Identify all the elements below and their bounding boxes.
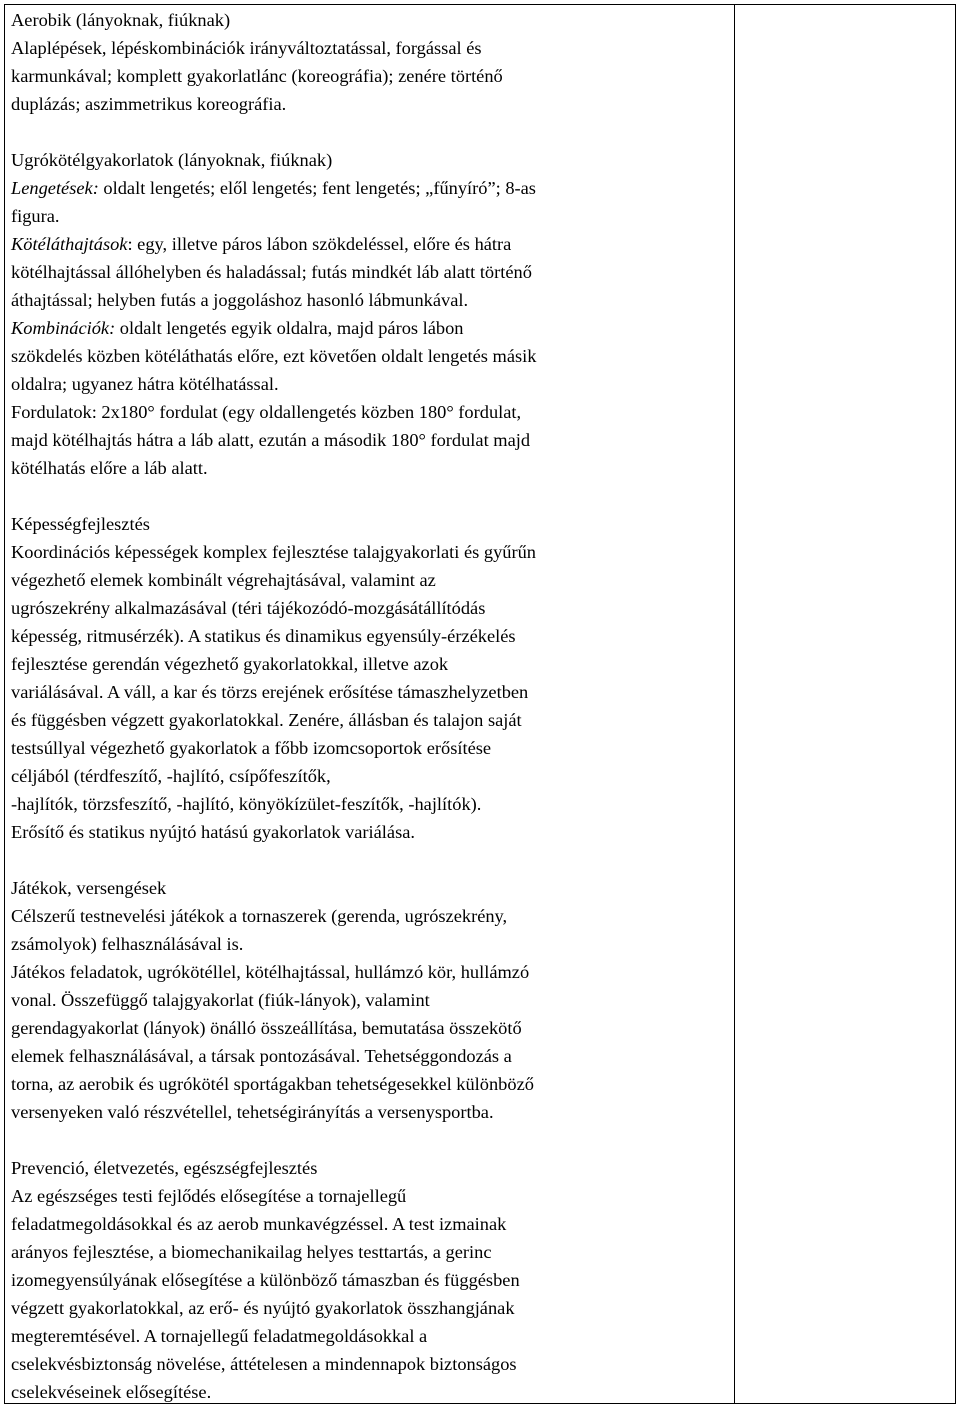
text-line [11, 454, 731, 482]
line-text: fejlesztése gerendán végezhető gyakorlatokkal, illetve azok [11, 654, 449, 674]
text-line [11, 1350, 731, 1378]
italic-term: Kombinációk: [11, 318, 116, 338]
line-text: Képességfejlesztés [11, 514, 150, 534]
text-line [11, 958, 731, 986]
line-text: ugrószekrény alkalmazásával (téri tájékozódó-mozgásátállítódás [11, 598, 486, 618]
text-line [11, 1238, 731, 1266]
text-line [11, 874, 731, 902]
prevencio-section [11, 1154, 731, 1406]
text-line [11, 426, 731, 454]
text-line [11, 986, 731, 1014]
text-line [11, 930, 731, 958]
column-divider [734, 4, 735, 1404]
text-line [11, 202, 731, 230]
line-text: oldalra; ugyanez hátra kötélhatással. [11, 374, 279, 394]
line-text: feladatmegoldásokkal és az aerob munkavégzéssel. A test izmainak [11, 1214, 507, 1234]
line-text: cselekvésbiztonság növelése, áttételesen a mindennapok biztonságos [11, 1354, 517, 1374]
line-text: és függésben végzett gyakorlatokkal. Zenére, állásban és talajon saját [11, 710, 522, 730]
line-text: szökdelés közben kötéláthatás előre, ezt követően oldalt lengetés másik [11, 346, 537, 366]
text-line [11, 370, 731, 398]
text-line [11, 818, 731, 846]
line-text: Célszerű testnevelési játékok a tornaszerek (gerenda, ugrószekrény, [11, 906, 508, 926]
italic-term: Kötéláthajtások [11, 234, 128, 254]
text-line [11, 622, 731, 650]
text-line [11, 650, 731, 678]
line-text: megteremtésével. A tornajellegű feladatmegoldásokkal a [11, 1326, 428, 1346]
line-text: -hajlítók, törzsfeszítő, -hajlító, könyökízület-feszítők, -hajlítók). [11, 794, 482, 814]
text-line [11, 1070, 731, 1098]
text-line [11, 734, 731, 762]
italic-term: Lengetések: [11, 178, 99, 198]
line-text: duplázás; aszimmetrikus koreográfia. [11, 94, 287, 114]
line-text: cselekvéseinek elősegítése. [11, 1382, 212, 1402]
line-text: gerendagyakorlat (lányok) önálló összeállítása, bemutatása összekötő [11, 1018, 522, 1038]
text-line [11, 230, 731, 258]
text-line [11, 62, 731, 90]
line-text: áthajtással; helyben futás a joggoláshoz hasonló lábmunkával. [11, 290, 469, 310]
text-line [11, 566, 731, 594]
line-text: karmunkával; komplett gyakorlatlánc (koreográfia); zenére történő [11, 66, 503, 86]
line-text: Játékok, versengések [11, 878, 167, 898]
line-text: Koordinációs képességek komplex fejlesztése talajgyakorlati és gyűrűn [11, 542, 536, 562]
text-line [11, 678, 731, 706]
text-line [11, 258, 731, 286]
text-line [11, 342, 731, 370]
line-text: kötélhajtással állóhelyben és haladással; futás mindkét láb alatt történő [11, 262, 532, 282]
line-text: vonal. Összefüggő talajgyakorlat (fiúk-lányok), valamint [11, 990, 430, 1010]
text-line [11, 1322, 731, 1350]
text-line [11, 706, 731, 734]
line-text: variálásával. A váll, a kar és törzs erejének erősítése támaszhelyzetben [11, 682, 529, 702]
line-text: : egy, illetve páros lábon szökdeléssel, előre és hátra [127, 234, 512, 254]
line-text: végezhető elemek kombinált végrehajtásával, valamint az [11, 570, 436, 590]
text-line [11, 510, 731, 538]
text-line [11, 762, 731, 790]
text-line [11, 34, 731, 62]
line-text: Prevenció, életvezetés, egészségfejlesztés [11, 1158, 318, 1178]
text-line [11, 1182, 731, 1210]
line-text: arányos fejlesztése, a biomechanikailag helyes testtartás, a gerinc [11, 1242, 492, 1262]
text-line [11, 90, 731, 118]
line-text: testsúllyal végezhető gyakorlatok a főbb izomcsoportok erősítése [11, 738, 492, 758]
text-line [11, 594, 731, 622]
text-line [11, 1014, 731, 1042]
line-text: Erősítő és statikus nyújtó hatású gyakorlatok variálása. [11, 822, 415, 842]
line-text: Aerobik (lányoknak, fiúknak) [11, 10, 231, 30]
content-cell [11, 6, 731, 1406]
line-text: zsámolyok) felhasználásával is. [11, 934, 244, 954]
text-line [11, 286, 731, 314]
line-text: elemek felhasználásával, a társak pontozásával. Tehetséggondozás a [11, 1046, 512, 1066]
line-text: figura. [11, 206, 60, 226]
line-text: oldalt lengetés; elől lengetés; fent lengetés; „fűnyíró”; 8-as [98, 178, 536, 198]
line-text: Az egészséges testi fejlődés elősegítése a tornajellegű [11, 1186, 407, 1206]
line-text: Fordulatok: 2x180° fordulat (egy oldallengetés közben 180° fordulat, [11, 402, 522, 422]
text-line [11, 174, 731, 202]
text-line [11, 1210, 731, 1238]
text-line [11, 1154, 731, 1182]
line-text: Alaplépések, lépéskombinációk irányváltoztatással, forgással és [11, 38, 482, 58]
line-text: végzett gyakorlatokkal, az erő- és nyújtó gyakorlatok összhangjának [11, 1298, 515, 1318]
text-line [11, 1042, 731, 1070]
text-line [11, 398, 731, 426]
jatekok-section [11, 874, 731, 1126]
text-line [11, 6, 731, 34]
line-text: céljából (térdfeszítő, -hajlító, csípőfeszítők, [11, 766, 331, 786]
aerobik-section [11, 6, 731, 118]
text-line [11, 314, 731, 342]
text-line [11, 790, 731, 818]
line-text: Játékos feladatok, ugrókötéllel, kötélhajtással, hullámzó kör, hullámzó [11, 962, 530, 982]
line-text: oldalt lengetés egyik oldalra, majd páros lábon [115, 318, 464, 338]
kepessegfejlesztes-section [11, 510, 731, 846]
line-text: izomegyensúlyának elősegítése a különböző támaszban és függésben [11, 1270, 520, 1290]
text-line [11, 146, 731, 174]
text-line [11, 538, 731, 566]
line-text: majd kötélhajtás hátra a láb alatt, ezután a második 180° fordulat majd [11, 430, 531, 450]
line-text: Ugrókötélgyakorlatok (lányoknak, fiúknak) [11, 150, 333, 170]
text-line [11, 1294, 731, 1322]
line-text: versenyeken való részvétellel, tehetségirányítás a versenysportba. [11, 1102, 494, 1122]
ugrokotel-section [11, 146, 731, 482]
text-line [11, 902, 731, 930]
line-text: torna, az aerobik és ugrókötél sportágakban tehetségesekkel különböző [11, 1074, 534, 1094]
text-line [11, 1098, 731, 1126]
text-line [11, 1378, 731, 1406]
text-line [11, 1266, 731, 1294]
line-text: képesség, ritmusérzék). A statikus és dinamikus egyensúly-érzékelés [11, 626, 516, 646]
line-text: kötélhatás előre a láb alatt. [11, 458, 208, 478]
